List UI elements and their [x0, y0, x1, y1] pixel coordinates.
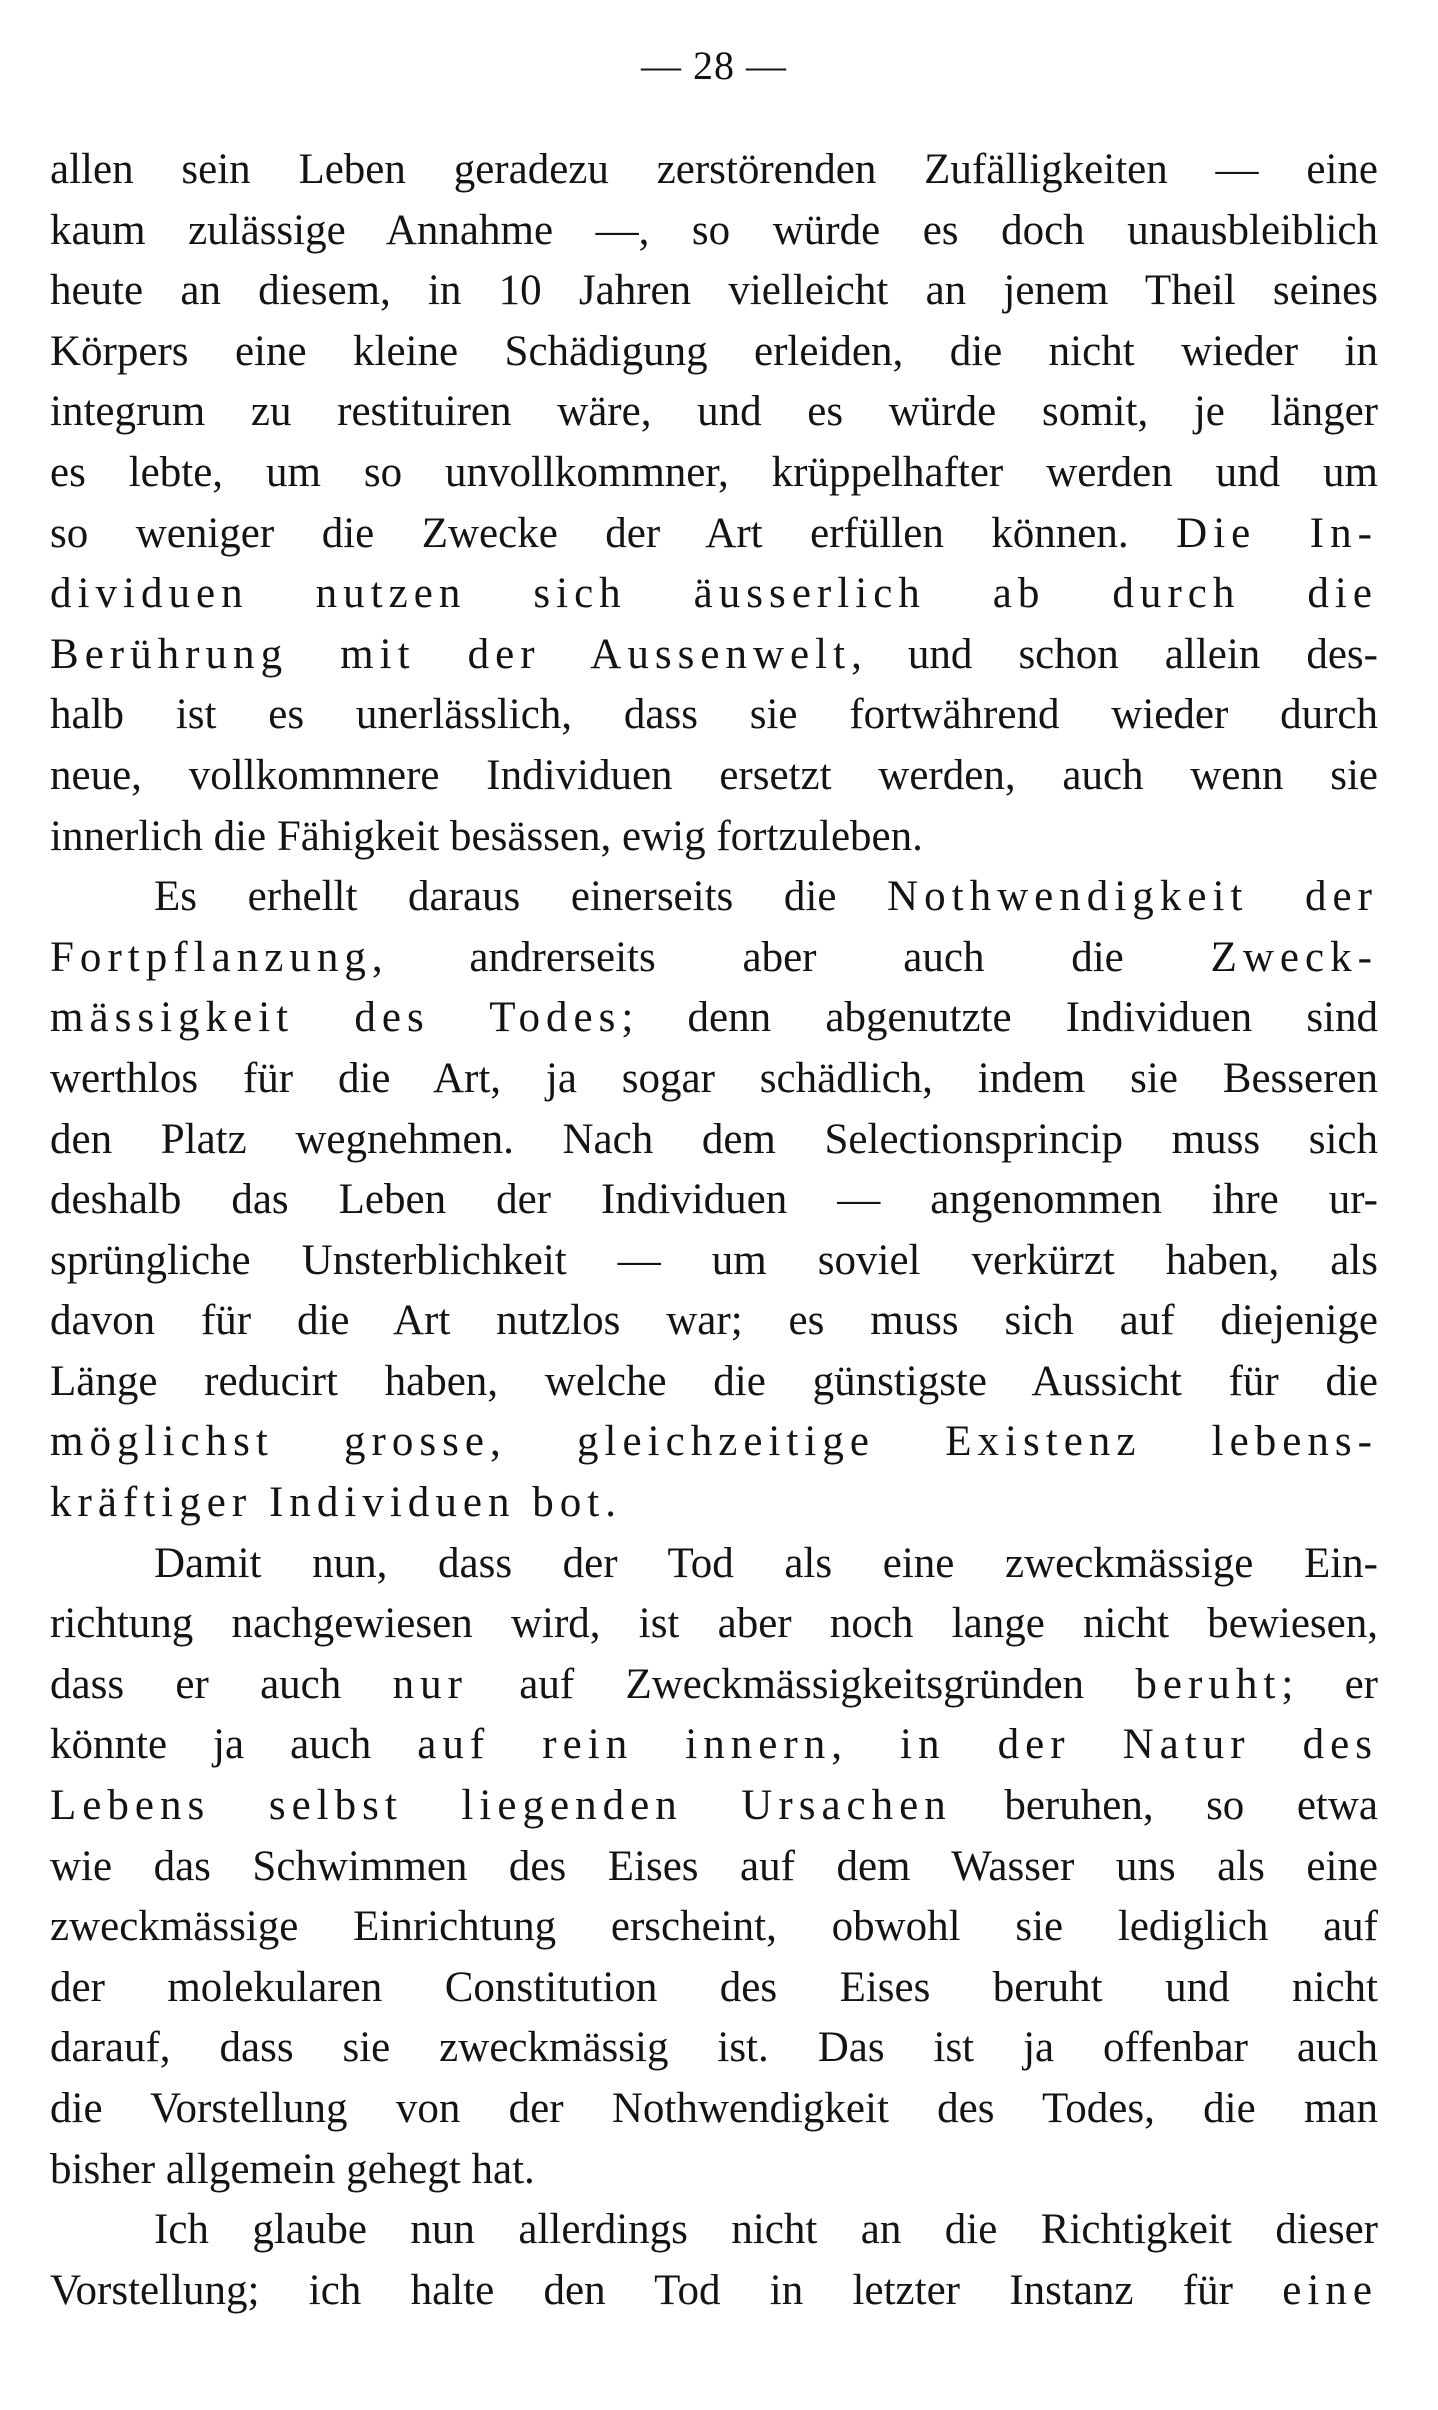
text-segment: es lebte, um so unvollkommner, krüppelhafter werden und um	[50, 448, 1378, 496]
text-line	[50, 564, 1378, 625]
text-segment: ; er	[1281, 1660, 1378, 1708]
text-segment: ; denn abgenutzte Individuen sind	[621, 994, 1378, 1042]
text-line	[50, 1291, 1378, 1352]
text-segment: Ich glaube nun allerdings nicht an die Richtigkeit dieser	[154, 2206, 1378, 2254]
emphasized-text: Zweck-	[1210, 933, 1378, 981]
text-line	[50, 1352, 1378, 1413]
paragraph-first-line	[50, 867, 1378, 928]
text-line	[50, 2261, 1378, 2322]
text-segment: Es erhellt daraus einerseits die	[154, 873, 888, 921]
emphasized-text: beruht	[1135, 1660, 1282, 1708]
text-segment: wie das Schwimmen des Eises auf dem Wasser uns als eine	[50, 1842, 1378, 1890]
text-segment: Länge reducirt haben, welche die günstigste Aussicht für die	[50, 1357, 1378, 1405]
text-segment: der molekularen Constitution des Eises beruht und nicht	[50, 1963, 1378, 2011]
emphasized-text: Lebens selbst liegenden Ursachen	[50, 1782, 952, 1830]
text-segment: beruhen, so etwa	[951, 1782, 1378, 1830]
text-line	[50, 988, 1378, 1049]
text-segment: davon für die Art nutzlos war; es muss sich auf diejenige	[50, 1297, 1378, 1345]
text-line	[50, 382, 1378, 443]
text-segment: zweckmässige Einrichtung erscheint, obwohl sie lediglich auf	[50, 1903, 1378, 1951]
emphasized-text: mässigkeit des Todes	[50, 994, 622, 1042]
text-line	[50, 322, 1378, 383]
emphasized-text: Fortpflanzung	[50, 933, 372, 981]
text-segment: Vorstellung; ich halte den Tod in letzter Instanz für	[50, 2266, 1283, 2314]
text-line	[50, 1170, 1378, 1231]
paragraph-first-line	[50, 1534, 1378, 1595]
text-line	[50, 1049, 1378, 1110]
text-segment: Damit nun, dass der Tod als eine zweckmässige Ein-	[154, 1539, 1378, 1587]
emphasized-text: nur	[392, 1660, 468, 1708]
paragraph-first-line	[50, 2200, 1378, 2261]
text-segment: allen sein Leben geradezu zerstörenden Zufälligkeiten — eine	[50, 146, 1378, 193]
text-line	[50, 1958, 1378, 2019]
text-line	[50, 1715, 1378, 1776]
text-segment: auf Zweckmässigkeitsgründen	[467, 1660, 1136, 1708]
text-line	[50, 1110, 1378, 1171]
text-segment: Körpers eine kleine Schädigung erleiden, die nicht wieder in	[50, 327, 1378, 375]
emphasized-text: kräftiger Individuen bot	[50, 1479, 606, 1527]
text-segment: heute an diesem, in 10 Jahren vielleicht an jenem Theil seines	[50, 267, 1378, 315]
text-segment: neue, vollkommnere Individuen ersetzt werden, auch wenn sie	[50, 751, 1378, 799]
text-line	[50, 1231, 1378, 1292]
text-segment: sprüngliche Unsterblichkeit — um soviel verkürzt haben, als	[50, 1236, 1378, 1284]
text-segment: integrum zu restituiren wäre, und es würde somit, je länger	[50, 388, 1378, 436]
emphasized-text: Berührung mit der Aussenwelt	[50, 630, 852, 678]
text-segment: dass er auch	[50, 1660, 393, 1708]
text-segment: innerlich die Fähigkeit besässen, ewig fortzuleben.	[50, 812, 923, 860]
text-segment: darauf, dass sie zweckmässig ist. Das ist ja offenbar auch	[50, 2024, 1378, 2072]
text-segment: halb ist es unerlässlich, dass sie fortwährend wieder durch	[50, 691, 1378, 739]
text-segment: den Platz wegnehmen. Nach dem Selectionsprincip muss sich	[50, 1115, 1378, 1163]
text-line	[50, 504, 1378, 565]
emphasized-text: Die In-	[1176, 509, 1378, 557]
text-line	[50, 685, 1378, 746]
text-line	[50, 1594, 1378, 1655]
text-line	[50, 1473, 1378, 1534]
emphasized-text: auf rein innern, in der Natur des	[417, 1721, 1378, 1769]
text-segment: bisher allgemein gehegt hat.	[50, 2145, 535, 2193]
text-segment: richtung nachgewiesen wird, ist aber noch lange nicht bewiesen,	[50, 1600, 1378, 1648]
text-line	[50, 1776, 1378, 1837]
text-segment: könnte ja auch	[50, 1721, 418, 1769]
text-segment: , und schon allein des-	[851, 630, 1378, 678]
text-line	[50, 2140, 1378, 2201]
emphasized-text: eine	[1282, 2266, 1378, 2314]
text-line	[50, 928, 1378, 989]
body-text	[50, 140, 1378, 2321]
text-line	[50, 1412, 1378, 1473]
text-segment: kaum zulässige Annahme —, so würde es doch unausbleiblich	[50, 206, 1378, 254]
text-line	[50, 201, 1378, 262]
text-segment: .	[605, 1479, 616, 1527]
text-line	[50, 1655, 1378, 1716]
text-segment: so weniger die Zwecke der Art erfüllen können.	[50, 509, 1177, 557]
text-line	[50, 443, 1378, 504]
emphasized-text: Nothwendigkeit der	[887, 873, 1378, 921]
text-line	[50, 2079, 1378, 2140]
text-line	[50, 746, 1378, 807]
text-line	[50, 140, 1378, 201]
text-segment: werthlos für die Art, ja sogar schädlich, indem sie Besseren	[50, 1054, 1378, 1102]
text-line	[50, 1897, 1378, 1958]
text-segment: , andrerseits aber auch die	[371, 933, 1211, 981]
emphasized-text: möglichst grosse, gleichzeitige Existenz lebens-	[50, 1418, 1378, 1466]
text-line	[50, 625, 1378, 686]
text-line	[50, 1837, 1378, 1898]
text-segment: deshalb das Leben der Individuen — angenommen ihre ur-	[50, 1176, 1378, 1224]
page-number: — 28 —	[641, 43, 787, 88]
text-line	[50, 261, 1378, 322]
emphasized-text: dividuen nutzen sich äusserlich ab durch die	[50, 570, 1378, 618]
text-segment: die Vorstellung von der Nothwendigkeit des Todes, die man	[50, 2085, 1378, 2132]
text-line	[50, 807, 1378, 868]
text-line	[50, 2018, 1378, 2079]
